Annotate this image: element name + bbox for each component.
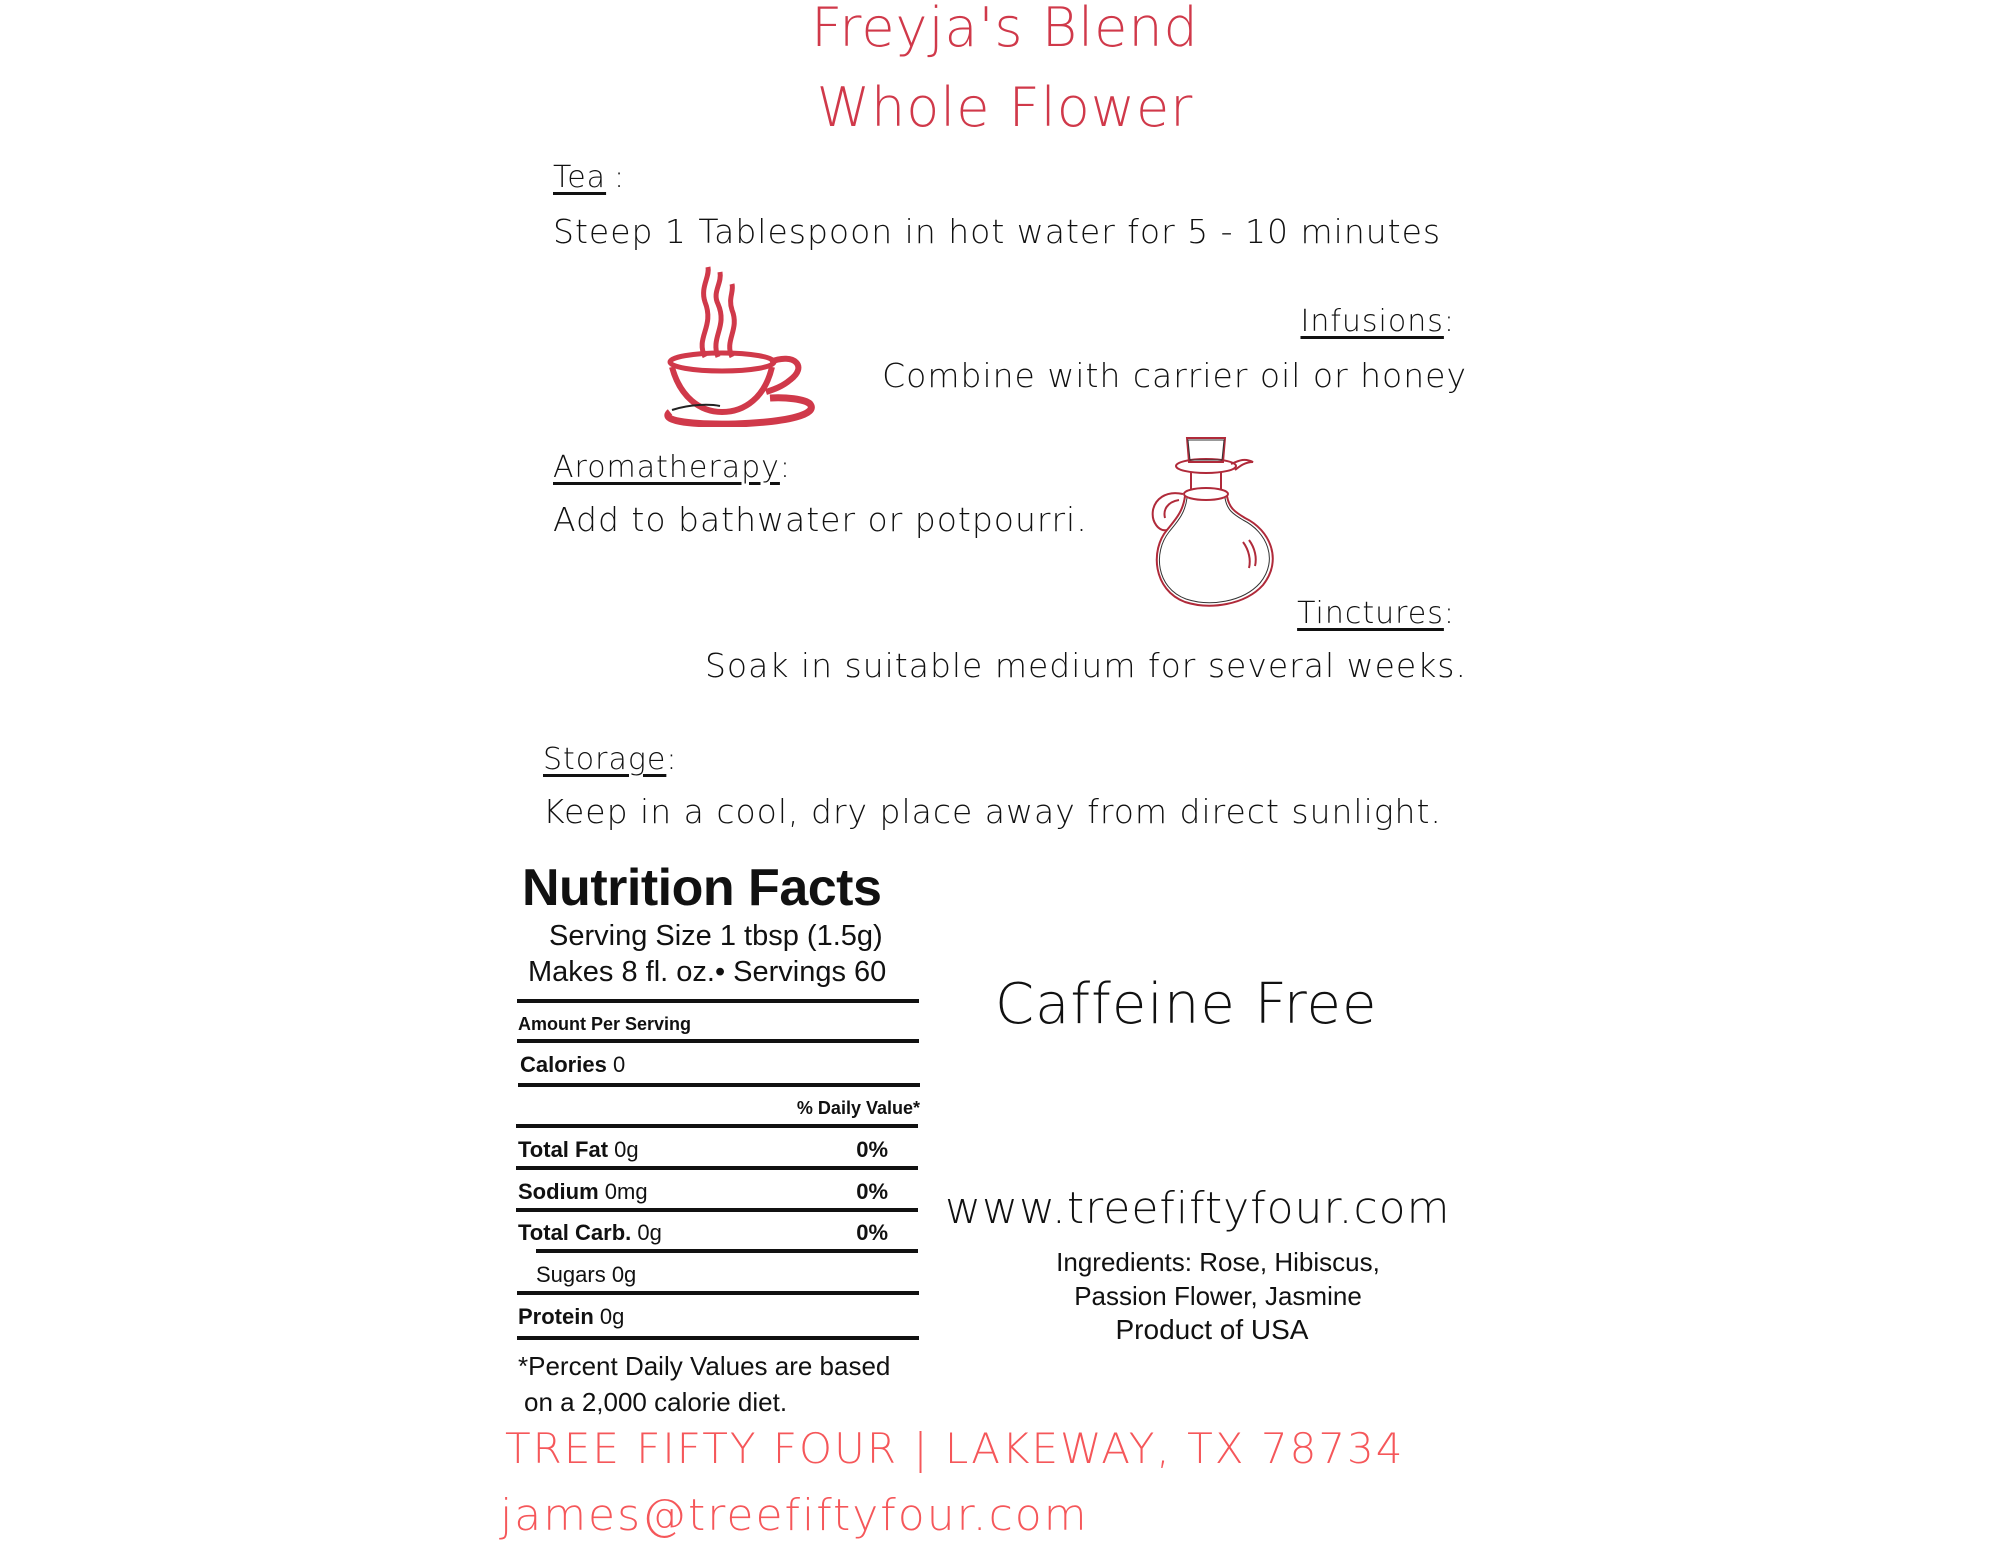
nutrition-rule xyxy=(516,1124,918,1128)
nutrition-rule xyxy=(516,1166,918,1170)
daily-value-footnote: *Percent Daily Values are based xyxy=(518,1351,891,1381)
website-link[interactable]: www.treefiftyfour.com xyxy=(945,1183,1451,1234)
nutrient-label: Protein xyxy=(518,1304,594,1329)
calories-row xyxy=(520,1052,918,1078)
tinctures-heading xyxy=(1000,596,1455,631)
nutrient-percent: 0% xyxy=(856,1220,888,1245)
tea-heading xyxy=(553,160,606,195)
nutrient-value: 0g xyxy=(614,1137,639,1162)
ingredients-line-1: Ingredients: Rose, Hibiscus, xyxy=(1056,1247,1380,1277)
company-address: TREE FIFTY FOUR | LAKEWAY, TX 78734 xyxy=(505,1424,1405,1473)
storage-instructions: Keep in a cool, dry place away from direct sunlight. xyxy=(543,792,1442,831)
tea-heading-colon: : xyxy=(614,160,626,195)
tinctures-heading-label: Tinctures xyxy=(1297,596,1444,631)
infusions-heading xyxy=(1000,304,1455,339)
tinctures-heading-colon: : xyxy=(1443,596,1455,631)
oil-bottle-icon xyxy=(1145,430,1295,610)
infusions-instructions: Combine with carrier oil or honey xyxy=(882,356,1467,395)
infusions-heading-colon: : xyxy=(1443,304,1455,339)
nutrition-facts-title: Nutrition Facts xyxy=(522,859,882,917)
nutrient-value: 0mg xyxy=(604,1179,648,1204)
storage-heading-colon: : xyxy=(666,742,678,777)
nutrient-label: Total Carb. xyxy=(518,1220,632,1245)
daily-value-header: % Daily Value* xyxy=(796,1098,920,1118)
servings-per-container: Makes 8 fl. oz.• Servings 60 xyxy=(528,956,887,988)
nutrient-row-sugars xyxy=(536,1262,934,1288)
contact-email[interactable]: james@treefiftyfour.com xyxy=(500,1490,1089,1541)
product-title: Freyja's Blend xyxy=(811,0,1199,59)
nutrition-rule xyxy=(517,1291,919,1295)
storage-heading xyxy=(543,742,677,777)
aromatherapy-heading-colon: : xyxy=(779,450,792,485)
storage-heading-label: Storage xyxy=(543,742,667,777)
tea-heading-label: Tea xyxy=(553,160,607,195)
nutrient-value: 0g xyxy=(637,1220,662,1245)
daily-value-footnote-2: on a 2,000 calorie diet. xyxy=(524,1387,788,1417)
nutrient-value: Sugars 0g xyxy=(536,1262,637,1287)
nutrient-label: Sodium xyxy=(518,1179,599,1204)
tinctures-instructions: Soak in suitable medium for several weeks. xyxy=(704,646,1467,685)
infusions-heading-label: Infusions xyxy=(1300,304,1444,339)
amount-per-serving: Amount Per Serving xyxy=(518,1014,692,1034)
aromatherapy-heading-label: Aromatherapy xyxy=(553,450,780,485)
tea-instructions: Steep 1 Tablespoon in hot water for 5 - 10 minutes xyxy=(553,212,1442,251)
serving-size: Serving Size 1 tbsp (1.5g) xyxy=(549,920,883,952)
nutrient-row-total-carb xyxy=(518,1220,916,1246)
tea-cup-icon xyxy=(660,262,820,427)
nutrient-row-protein xyxy=(518,1304,916,1330)
calories-value: 0 xyxy=(612,1052,626,1077)
nutrition-rule xyxy=(517,1336,919,1340)
calories-label: Calories xyxy=(520,1052,607,1077)
nutrition-rule xyxy=(517,1039,919,1043)
nutrient-row-total-fat xyxy=(518,1137,916,1163)
nutrition-rule xyxy=(516,1208,918,1212)
product-subtitle: Whole Flower xyxy=(816,76,1194,139)
aromatherapy-heading xyxy=(553,450,791,485)
aromatherapy-instructions: Add to bathwater or potpourri. xyxy=(553,500,1088,539)
nutrient-value: 0g xyxy=(599,1304,625,1329)
nutrient-percent: 0% xyxy=(856,1179,888,1204)
nutrition-rule xyxy=(536,1249,918,1253)
nutrition-rule xyxy=(518,1083,920,1087)
nutrient-label: Total Fat xyxy=(518,1137,609,1162)
nutrient-row-sodium xyxy=(518,1179,916,1205)
nutrient-percent: 0% xyxy=(856,1137,888,1162)
ingredients-line-2: Passion Flower, Jasmine xyxy=(1074,1281,1362,1311)
product-origin: Product of USA xyxy=(1115,1314,1309,1345)
nutrition-rule xyxy=(517,999,919,1003)
caffeine-free-badge: Caffeine Free xyxy=(995,972,1378,1037)
